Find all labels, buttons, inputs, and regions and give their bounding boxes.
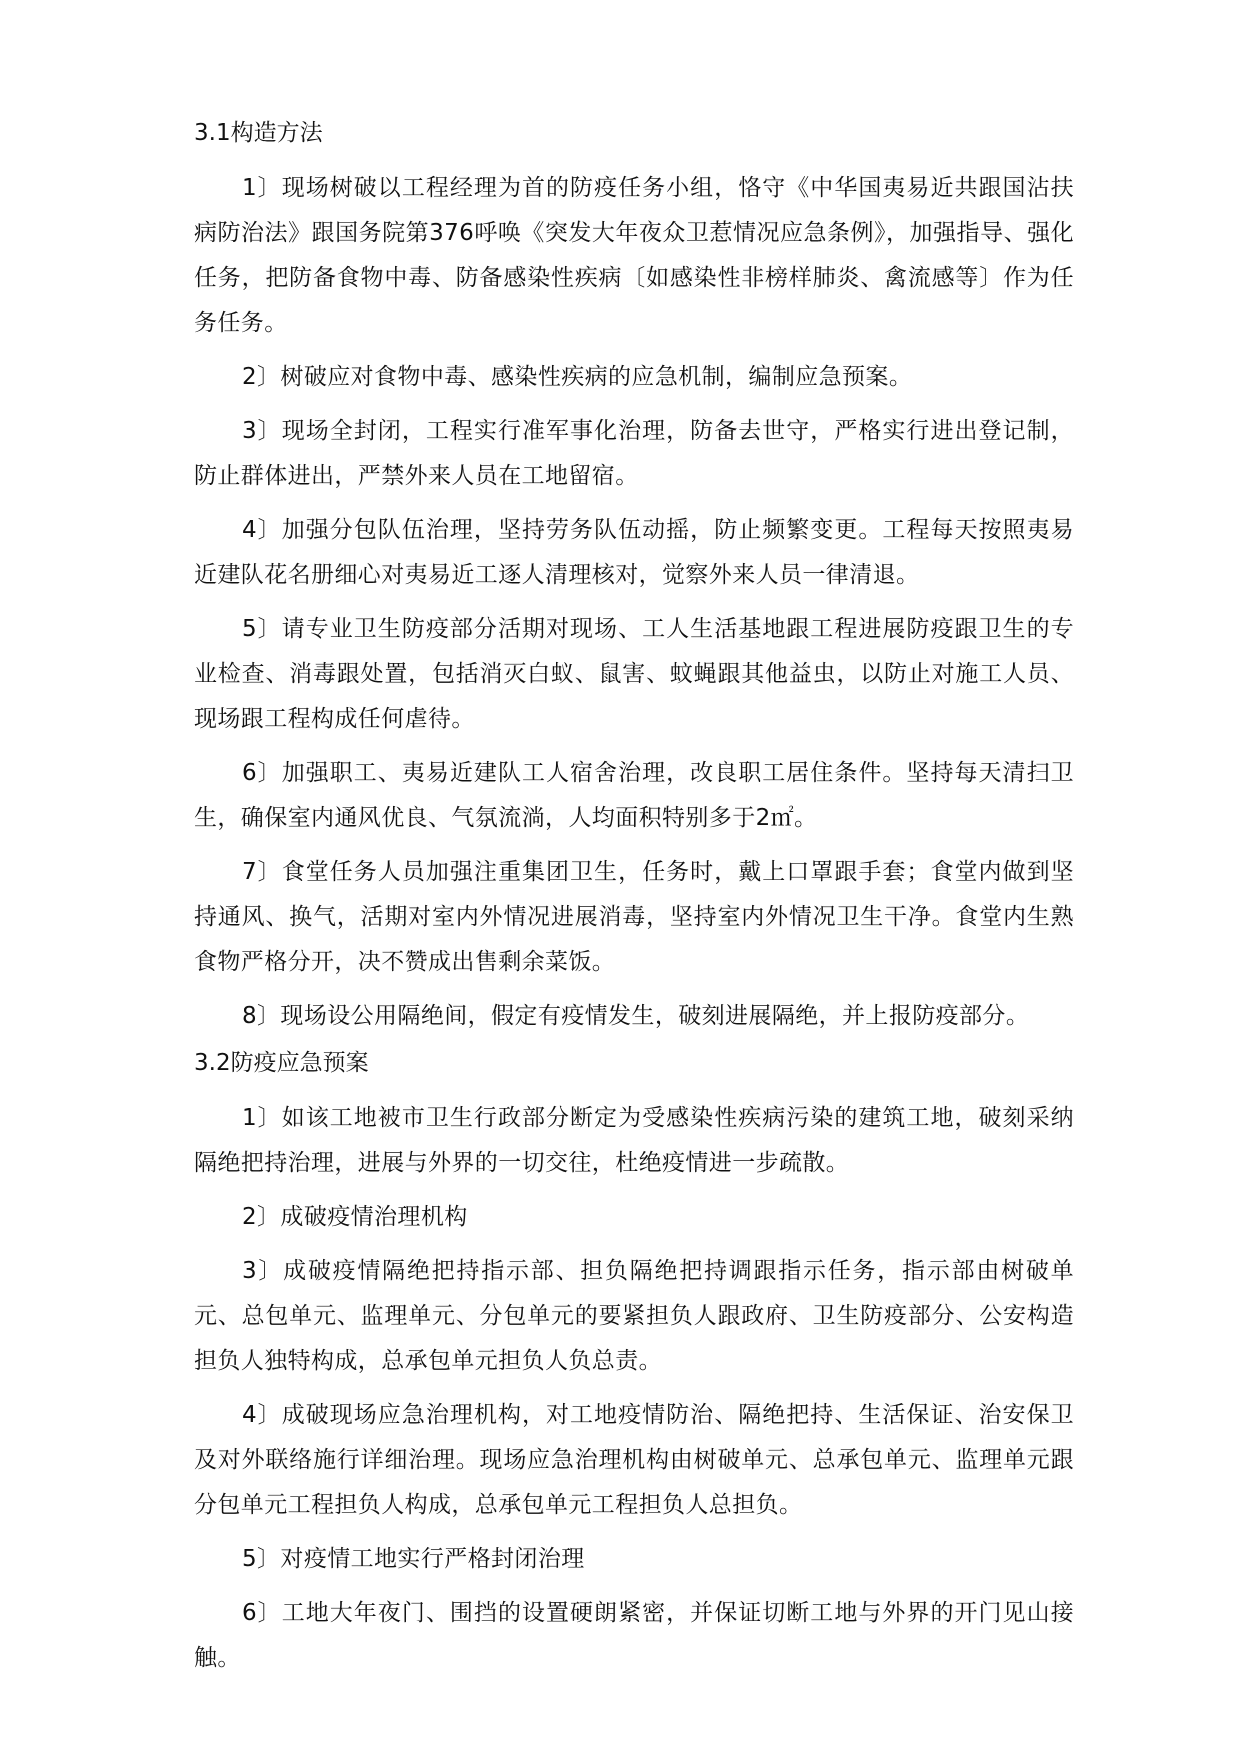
paragraph: 2〕树破应对食物中毒、感染性疾病的应急机制，编制应急预案。 [242, 364, 913, 390]
section-heading-3-2: 3.2防疫应急预案 [194, 1050, 369, 1076]
paragraph: 5〕请专业卫生防疫部分活期对现场、工人生活基地跟工程进展防疫跟卫生的专业检查、消毒跟处置，包括消灭白蚁、鼠害、蚊蝇跟其他益虫，以防止对施工人员、现场跟工程构成任何虐待。 [194, 616, 1074, 732]
paragraph: 6〕加强职工、夷易近建队工人宿舍治理，改良职工居住条件。坚持每天清扫卫生，确保室内通风优良、气氛流淌，人均面积特别多于2㎡。 [194, 760, 1074, 831]
paragraph: 2〕成破疫情治理机构 [242, 1204, 468, 1230]
paragraph: 7〕食堂任务人员加强注重集团卫生，任务时，戴上口罩跟手套；食堂内做到坚持通风、换气，活期对室内外情况进展消毒，坚持室内外情况卫生干净。食堂内生熟食物严格分开，决不赞成出售剩余菜饭。 [194, 859, 1074, 975]
paragraph: 4〕加强分包队伍治理，坚持劳务队伍动摇，防止频繁变更。工程每天按照夷易近建队花名册细心对夷易近工逐人清理核对，觉察外来人员一律清退。 [194, 517, 1074, 588]
paragraph: 6〕工地大年夜门、围挡的设置硬朗紧密，并保证切断工地与外界的开门见山接触。 [194, 1600, 1074, 1671]
paragraph: 3〕成破疫情隔绝把持指示部、担负隔绝把持调跟指示任务，指示部由树破单元、总包单元、监理单元、分包单元的要紧担负人跟政府、卫生防疫部分、公安构造担负人独特构成，总承包单元担负人负总责。 [194, 1258, 1074, 1374]
document-body [194, 118, 1074, 1690]
paragraph: 8〕现场设公用隔绝间，假定有疫情发生，破刻进展隔绝，并上报防疫部分。 [242, 1003, 1030, 1029]
paragraph: 5〕对疫情工地实行严格封闭治理 [242, 1546, 585, 1572]
paragraph: 4〕成破现场应急治理机构，对工地疫情防治、隔绝把持、生活保证、治安保卫及对外联络施行详细治理。现场应急治理机构由树破单元、总承包单元、监理单元跟分包单元工程担负人构成，总承包单元工程担负人总担负。 [194, 1402, 1074, 1518]
paragraph: 1〕现场树破以工程经理为首的防疫任务小组，恪守《中华国夷易近共跟国沾扶病防治法》跟国务院第376呼唤《突发大年夜众卫惹情况应急条例》，加强指导、强化任务，把防备食物中毒、防备感染性疾病〔如感染性非榜样肺炎、禽流感等〕作为任务任务。 [194, 175, 1074, 336]
paragraph: 3〕现场全封闭，工程实行准军事化治理，防备去世守，严格实行进出登记制，防止群体进出，严禁外来人员在工地留宿。 [194, 418, 1074, 489]
section-heading-3-1: 3.1构造方法 [194, 120, 323, 146]
paragraph: 1〕如该工地被市卫生行政部分断定为受感染性疾病污染的建筑工地，破刻采纳隔绝把持治理，进展与外界的一切交往，杜绝疫情进一步疏散。 [194, 1105, 1074, 1176]
